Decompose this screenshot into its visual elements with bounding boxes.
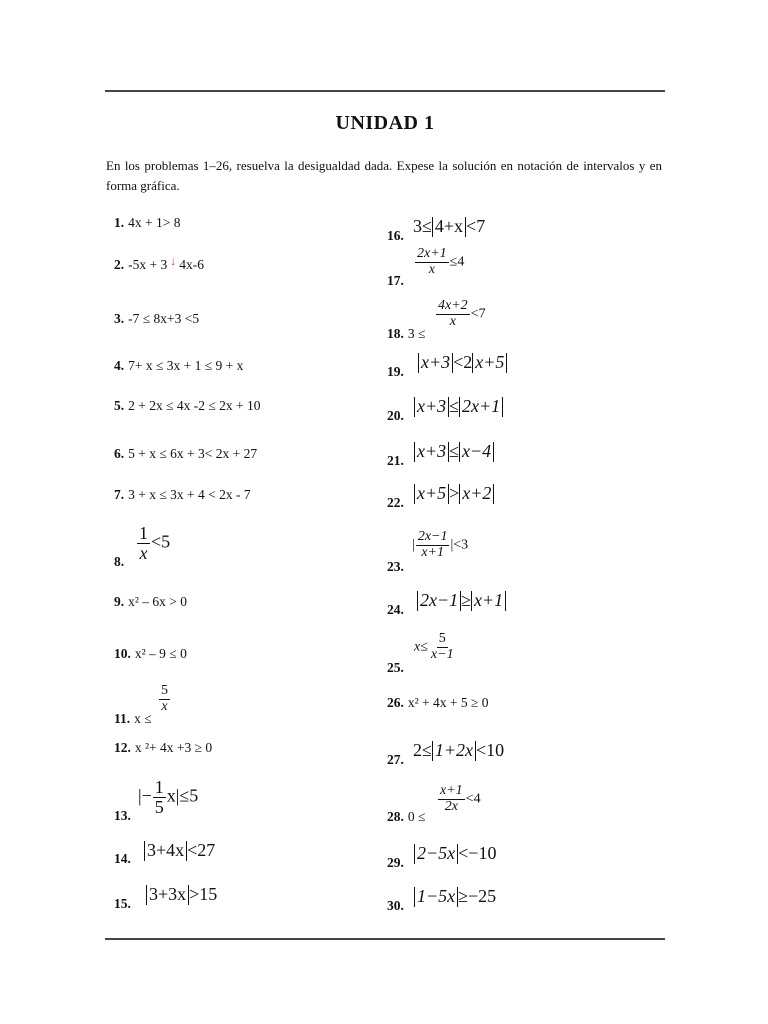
problem-18-expression: $\frac{4x+2}{x}$ <7 bbox=[438, 298, 486, 329]
problem-11: 11. x ≤ bbox=[114, 711, 152, 726]
problem-20-number: 20. bbox=[387, 408, 404, 423]
problem-30-number: 30. bbox=[387, 898, 404, 913]
problem-17-number: 17. bbox=[387, 273, 404, 288]
problem-8-number: 8. bbox=[114, 554, 125, 569]
problem-25-expression: x≤ $\frac{5}{x-1}$ bbox=[414, 631, 454, 662]
problem-20-expression: x+3 ≤ 2x+1 bbox=[414, 396, 503, 417]
problem-14-number: 14. bbox=[114, 851, 131, 866]
problem-27-number: 27. bbox=[387, 752, 404, 767]
problem-14-expression: 3+4x <27 bbox=[144, 840, 215, 861]
problem-19-expression: x+3 <2 x+5 bbox=[418, 352, 507, 373]
problem-23-number: 23. bbox=[387, 559, 404, 574]
problem-22-expression: x+5 > x+2 bbox=[414, 483, 494, 504]
problem-6: 6. 5 + x ≤ 6x + 3< 2x + 27 bbox=[114, 446, 258, 461]
problem-29-expression: 2−5x <−10 bbox=[414, 843, 496, 864]
correction-mark: ↓ bbox=[170, 254, 177, 268]
problem-10: 10. x² – 9 ≤ 0 bbox=[114, 646, 187, 661]
problem-3: 3. -7 ≤ 8x+3 <5 bbox=[114, 311, 200, 326]
problem-2: 2. -5x + 3 ↓ 4x-6 bbox=[114, 254, 204, 272]
problem-5: 5. 2 + 2x ≤ 4x -2 ≤ 2x + 10 bbox=[114, 398, 261, 413]
problem-24-number: 24. bbox=[387, 602, 404, 617]
problem-30-expression: 1−5x ≥−25 bbox=[414, 886, 496, 907]
bottom-rule bbox=[105, 938, 665, 940]
problem-21-number: 21. bbox=[387, 453, 404, 468]
problem-29-number: 29. bbox=[387, 855, 404, 870]
problem-13-number: 13. bbox=[114, 808, 131, 823]
problem-22-number: 22. bbox=[387, 495, 404, 510]
problem-16-expression: 3≤ 4+x <7 bbox=[413, 216, 486, 236]
problem-12: 12. x ²+ 4x +3 ≥ 0 bbox=[114, 740, 213, 755]
problem-23-expression: | $\frac{2x-1}{x+1}$ |<3 bbox=[412, 529, 469, 560]
problem-28-expression: $\frac{x+1}{2x}$ <4 bbox=[440, 783, 481, 814]
problem-27-expression: 2≤ 1+2x <10 bbox=[413, 740, 505, 760]
problem-24-expression: 2x−1 ≥ x+1 bbox=[417, 590, 506, 611]
problem-19-number: 19. bbox=[387, 364, 404, 379]
problem-18: 18. 3 ≤ bbox=[387, 326, 426, 341]
problem-4: 4. 7+ x ≤ 3x + 1 ≤ 9 + x bbox=[114, 358, 244, 373]
problem-28: 28. 0 ≤ bbox=[387, 809, 426, 824]
problem-15-number: 15. bbox=[114, 896, 131, 911]
problem-21-expression: x+3 ≤ x−4 bbox=[414, 441, 494, 462]
problem-8-expression: $\frac{1}{x}$ <5 bbox=[139, 523, 171, 563]
problem-15-expression: 3+3x >15 bbox=[146, 884, 217, 905]
page-title: UNIDAD 1 bbox=[335, 112, 435, 134]
problem-1: 1. 4x + 1> 8 bbox=[114, 215, 181, 230]
problem-17-expression: $\frac{2x+1}{x}$ ≤4 bbox=[417, 246, 465, 277]
problem-9: 9. x² – 6x > 0 bbox=[114, 594, 188, 609]
problem-16-number: 16. bbox=[387, 228, 404, 243]
problem-13-expression: |− $\frac{1}{5}$ x|≤5 bbox=[138, 777, 199, 817]
problem-26: 26. x² + 4x + 5 ≥ 0 bbox=[387, 695, 489, 710]
top-rule bbox=[105, 90, 665, 92]
problem-7: 7. 3 + x ≤ 3x + 4 < 2x - 7 bbox=[114, 487, 251, 502]
problem-25-number: 25. bbox=[387, 660, 404, 675]
instructions: En los problemas 1–26, resuelva la desigualdad dada. Expese la solución en notación de intervalos y en forma gráfica. bbox=[106, 158, 662, 193]
problem-11-fraction: $\frac{5}{x}$ bbox=[161, 683, 168, 714]
